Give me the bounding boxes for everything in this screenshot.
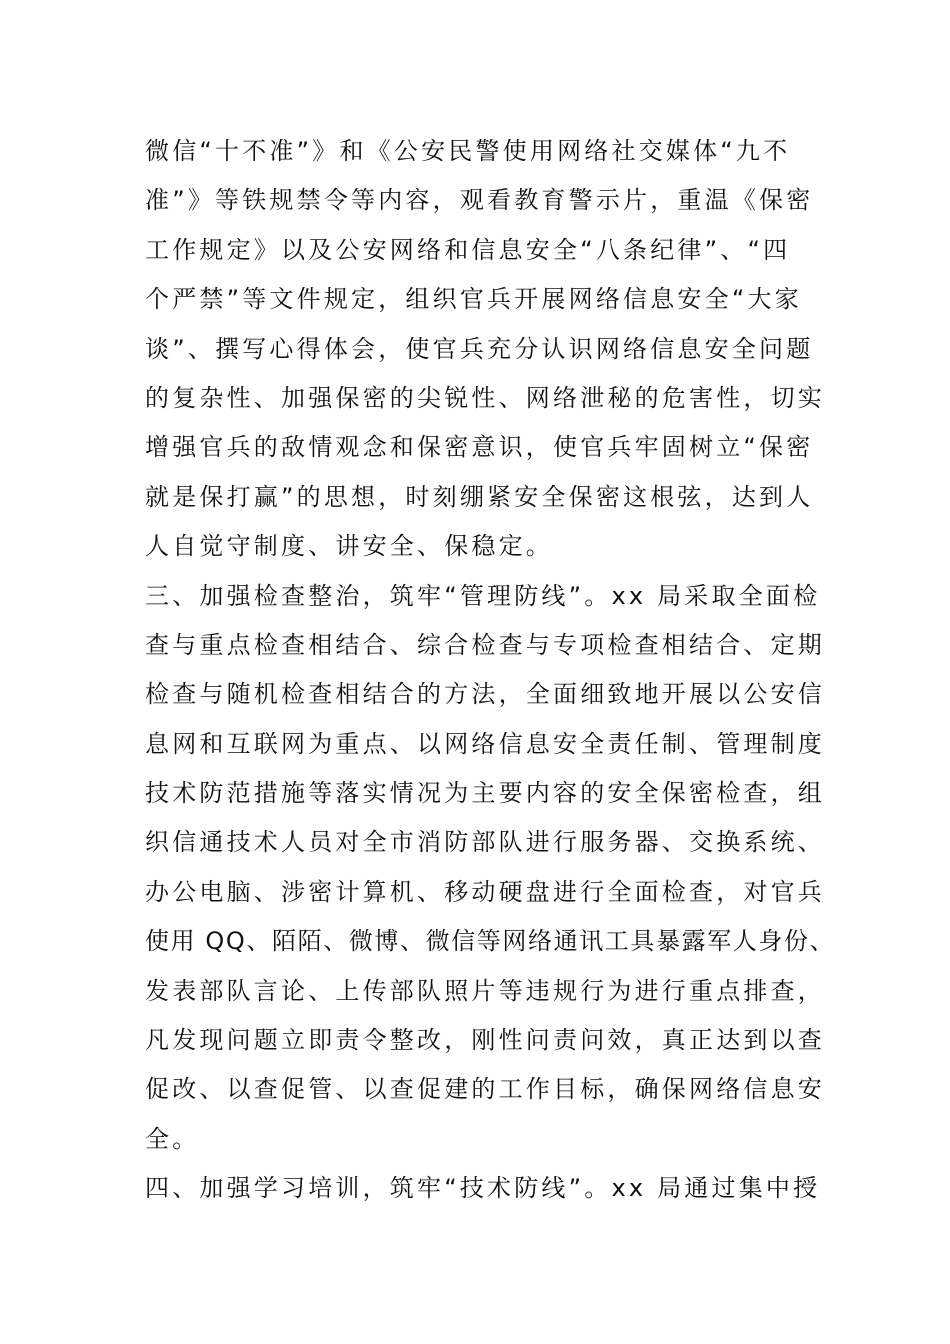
body-text [145, 127, 845, 1214]
text-line-5: 谈”、撰写心得体会，使官兵充分认识网络信息安全问题 [145, 334, 814, 363]
text-line-20: 促改、以查促管、以查促建的工作目标，确保网络信息安 [145, 1075, 825, 1104]
text-line-17: 使用 QQ、陌陌、微博、微信等网络通讯工具暴露军人身份、 [145, 927, 836, 956]
text-line-7: 增强官兵的敌情观念和保密意识，使官兵牢固树立“保密 [145, 433, 814, 462]
section-heading-three: 三、加强检查整治，筑牢“管理防线”。xx 局采取全面检 [145, 581, 821, 610]
text-line-21: 全。 [145, 1124, 200, 1153]
text-line-1: 微信“十不准”》和《公安民警使用网络社交媒体“九不 [145, 137, 791, 165]
text-line-16: 办公电脑、涉密计算机、移动硬盘进行全面检查，对官兵 [145, 877, 825, 906]
text-line-18: 发表部队言论、上传部队照片等违规行为进行重点排查， [145, 976, 825, 1005]
text-line-15: 织信通技术人员对全市消防部队进行服务器、交换系统、 [145, 828, 825, 857]
text-line-12: 检查与随机检查相结合的方法，全面细致地开展以公安信 [145, 680, 825, 709]
text-line-11: 查与重点检查相结合、综合检查与专项检查相结合、定期 [145, 630, 825, 659]
text-line-6: 的复杂性、加强保密的尖锐性、网络泄秘的危害性，切实 [145, 383, 825, 412]
text-line-19: 凡发现问题立即责令整改，刚性问责问效，真正达到以查 [145, 1026, 825, 1055]
section-heading-four: 四、加强学习培训，筑牢“技术防线”。xx 局通过集中授 [145, 1174, 821, 1203]
text-line-2: 准”》等铁规禁令等内容，观看教育警示片，重温《保密 [145, 186, 814, 215]
text-line-8: 就是保打赢”的思想，时刻绷紧安全保密这根弦，达到人 [145, 482, 814, 511]
text-line-3: 工作规定》以及公安网络和信息安全“八条纪律”、“四 [145, 235, 791, 264]
text-line-9: 人自觉守制度、讲安全、保稳定。 [145, 532, 553, 561]
text-line-14: 技术防范措施等落实情况为主要内容的安全保密检查，组 [145, 779, 825, 808]
text-line-13: 息网和互联网为重点、以网络信息安全责任制、管理制度 [145, 729, 825, 758]
text-line-4: 个严禁”等文件规定，组织官兵开展网络信息安全“大家 [145, 285, 802, 314]
